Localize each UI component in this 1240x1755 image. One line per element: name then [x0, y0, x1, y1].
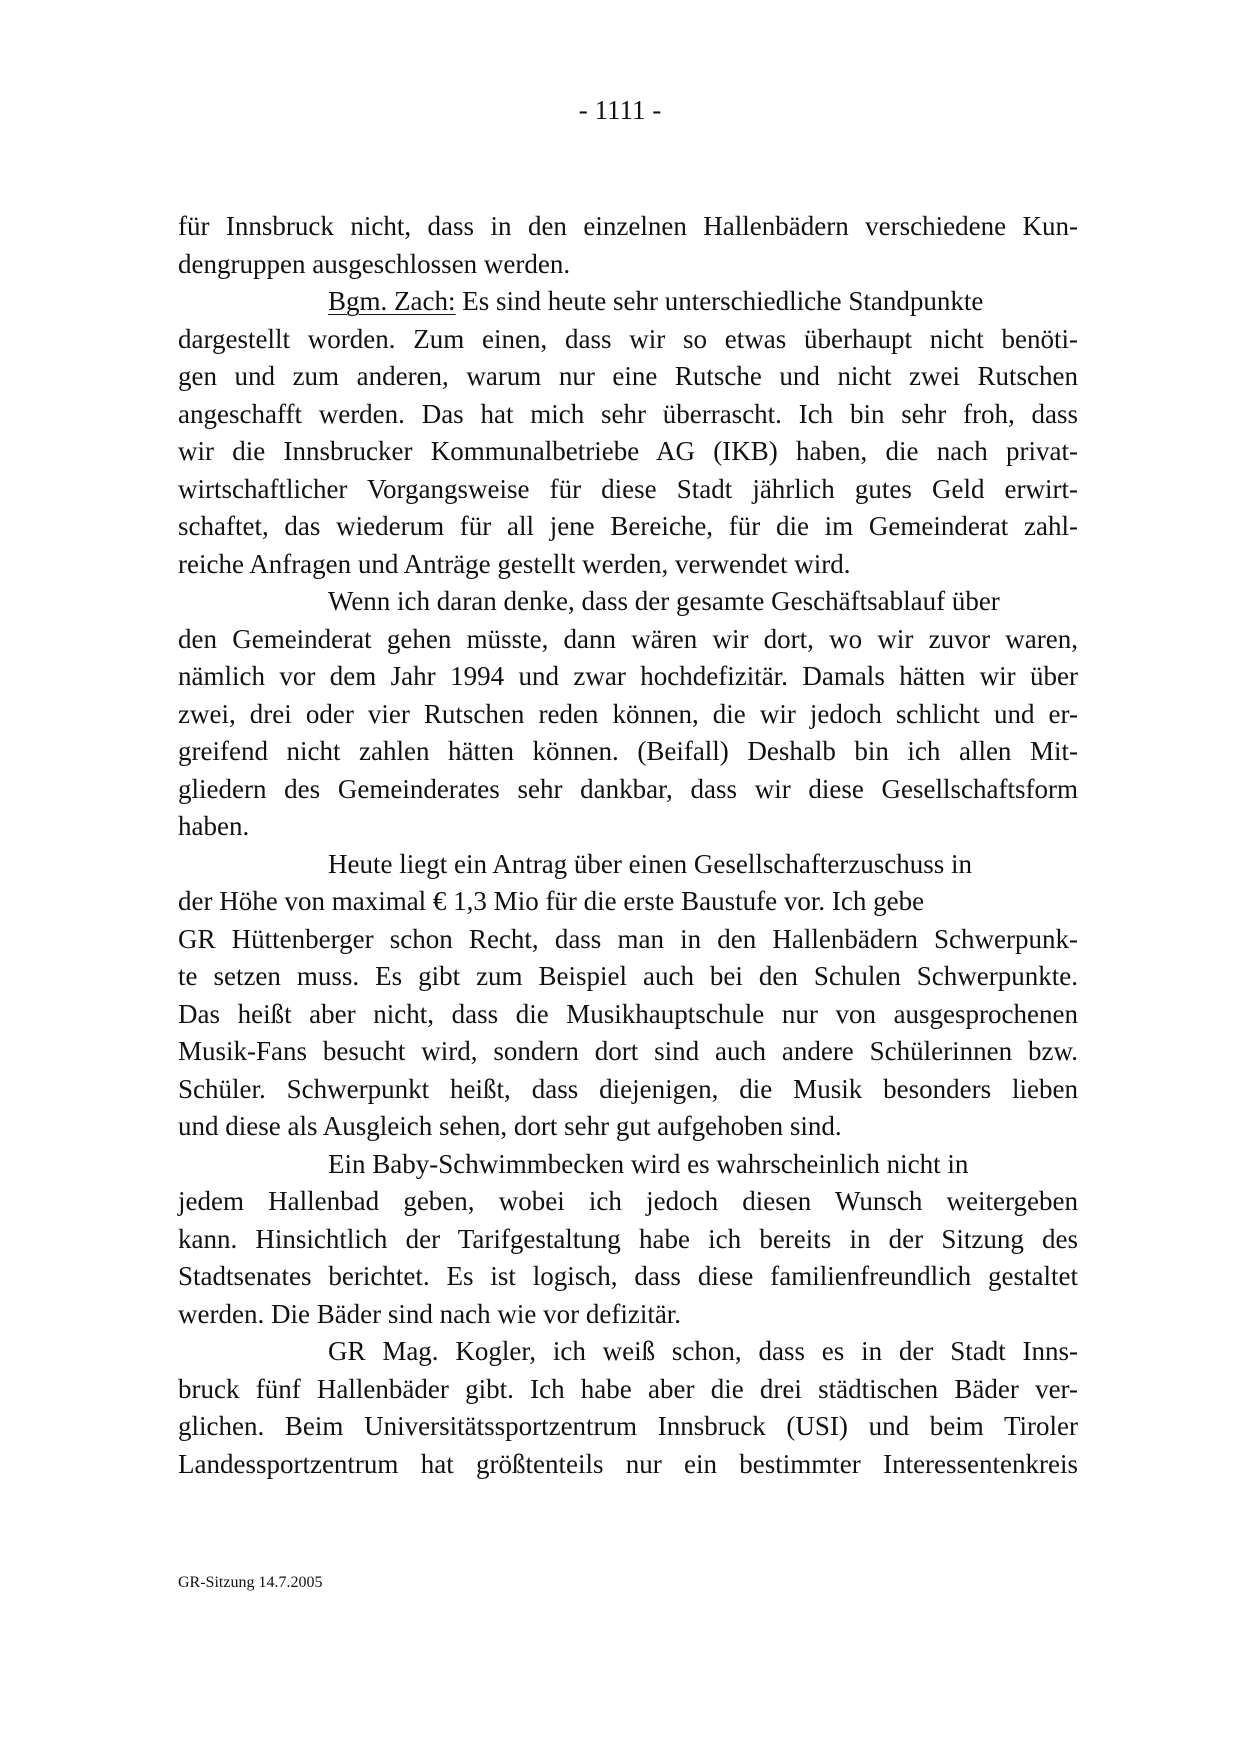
speaker-label: Bgm. Zach: [328, 286, 456, 316]
text-line: für Innsbruck nicht, dass in den einzelnen Hallenbädern verschiedene Kun- [178, 211, 1078, 241]
page-number: - 1111 - [578, 95, 662, 125]
text-line: wirtschaftlicher Vorgangsweise für diese Stadt jährlich gutes Geld erwirt- [178, 473, 1078, 504]
speaker-line [178, 283, 1078, 321]
text-line: Landessportzentrum hat größtenteils nur ein bestimmter Interessentenkreis [178, 1448, 1078, 1479]
text-line: nämlich vor dem Jahr 1994 und zwar hochdefizitär. Damals hätten wir über [178, 661, 1078, 691]
text-line: den Gemeinderat gehen müsste, dann wären wir dort, wo wir zuvor waren, [178, 623, 1078, 654]
text-line: GR Mag. Kogler, ich weiß schon, dass es in der Stadt Inns- [328, 1336, 1078, 1366]
footer-session-date: GR-Sitzung 14.7.2005 [178, 1574, 323, 1591]
document-body [178, 208, 1078, 1483]
text-line: gliedern des Gemeinderates sehr dankbar, dass wir diese Gesellschaftsform [178, 773, 1078, 804]
text-line: Schüler. Schwerpunkt heißt, dass diejenigen, die Musik besonders lieben [178, 1073, 1078, 1104]
text-line: Wenn ich daran denke, dass der gesamte Geschäftsablauf über [328, 586, 1000, 616]
text-line: schaftet, das wiederum für all jene Bereiche, für die im Gemeinderat zahl- [178, 511, 1078, 541]
text-line: gen und zum anderen, warum nur eine Rutsche und nicht zwei Rutschen [178, 361, 1078, 391]
text-line: der Höhe von maximal € 1,3 Mio für die erste Baustufe vor. Ich gebe [178, 886, 925, 916]
text-line: dargestellt worden. Zum einen, dass wir so etwas überhaupt nicht benöti- [178, 323, 1078, 354]
text-line: dengruppen ausgeschlossen werden. [178, 248, 571, 279]
text-line: Heute liegt ein Antrag über einen Gesellschafterzuschuss in [328, 848, 973, 879]
text-line: Das heißt aber nicht, dass die Musikhauptschule nur von ausgesprochenen [178, 998, 1078, 1029]
text-line: te setzen muss. Es gibt zum Beispiel auch bei den Schulen Schwerpunkte. [178, 961, 1078, 991]
text-line: angeschafft werden. Das hat mich sehr überrascht. Ich bin sehr froh, dass [178, 398, 1078, 429]
text-line: Stadtsenates berichtet. Es ist logisch, dass diese familienfreundlich gestaltet [178, 1261, 1078, 1291]
text-line: Ein Baby-Schwimmbecken wird es wahrscheinlich nicht in [328, 1148, 969, 1179]
text-line: kann. Hinsichtlich der Tarifgestaltung habe ich bereits in der Sitzung des [178, 1223, 1078, 1254]
text-line: wir die Innsbrucker Kommunalbetriebe AG (IKB) haben, die nach privat- [178, 436, 1078, 466]
text-line: werden. Die Bäder sind nach wie vor defizitär. [178, 1298, 682, 1329]
text-line: jedem Hallenbad geben, wobei ich jedoch diesen Wunsch weitergeben [178, 1186, 1078, 1216]
text-line: bruck fünf Hallenbäder gibt. Ich habe aber die drei städtischen Bäder ver- [178, 1373, 1078, 1404]
text-line: haben. [178, 811, 250, 841]
text-line: Musik-Fans besucht wird, sondern dort sind auch andere Schülerinnen bzw. [178, 1036, 1078, 1066]
text-line: GR Hüttenberger schon Recht, dass man in den Hallenbädern Schwerpunk- [178, 923, 1078, 954]
text-line: und diese als Ausgleich sehen, dort sehr gut aufgehoben sind. [178, 1111, 842, 1141]
text-line: glichen. Beim Universitätssportzentrum Innsbruck (USI) und beim Tiroler [178, 1411, 1078, 1441]
text-line: reiche Anfragen und Anträge gestellt werden, verwendet wird. [178, 548, 851, 579]
text-line: zwei, drei oder vier Rutschen reden können, die wir jedoch schlicht und er- [178, 698, 1078, 729]
text-line: Es sind heute sehr unterschiedliche Standpunkte [462, 286, 984, 316]
text-line: greifend nicht zahlen hätten können. (Beifall) Deshalb bin ich allen Mit- [178, 736, 1078, 766]
